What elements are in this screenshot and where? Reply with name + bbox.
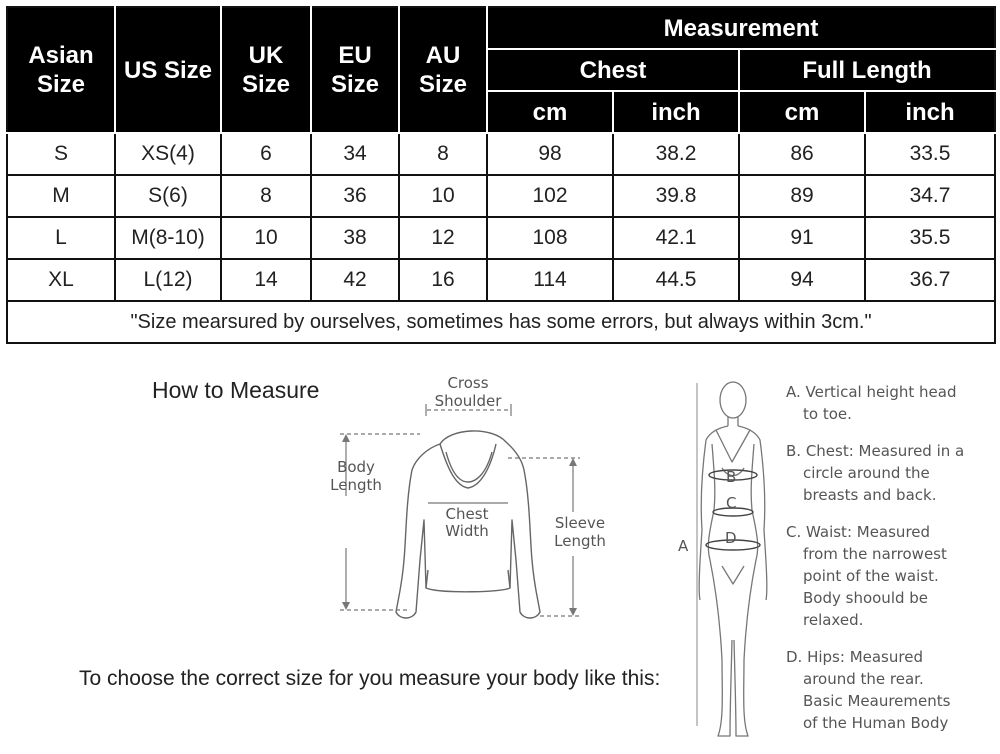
table-cell: XL [7,259,115,301]
table-cell: 10 [221,217,311,259]
legend-item-d [786,646,986,734]
table-cell: M(8-10) [115,217,221,259]
marker-a: A [678,537,689,555]
legend-head: D. Hips: Measured [786,648,923,666]
table-cell: 94 [739,259,865,301]
header-uk-size: UK Size [221,7,311,133]
header-us-size: US Size [115,7,221,133]
header-eu-size: EU Size [311,7,399,133]
header-full-length: Full Length [739,49,995,91]
table-cell: 36 [311,175,399,217]
legend-body: around the rear. Basic Meaurements of the Human Body [803,670,951,732]
table-cell: S [7,133,115,175]
legend-body: to toe. [803,405,852,423]
label-sleeve-length: Sleeve Length [554,514,606,550]
label-cross-shoulder: Cross Shoulder [434,374,502,410]
table-cell: 6 [221,133,311,175]
legend-item-c [786,521,986,631]
header-length-cm: cm [739,91,865,133]
table-cell: 12 [399,217,487,259]
header-asian-size: Asian Size [7,7,115,133]
table-cell: XS(4) [115,133,221,175]
table-cell: 34 [311,133,399,175]
header-measurement: Measurement [487,7,995,49]
table-cell: 16 [399,259,487,301]
table-cell: 38.2 [613,133,739,175]
marker-c: C [726,494,737,512]
legend-item-a [786,381,986,425]
legend-head: B. Chest: Measured in a [786,442,965,460]
table-cell: 108 [487,217,613,259]
table-cell: L(12) [115,259,221,301]
header-au-size: AU Size [399,7,487,133]
marker-d: D [725,529,737,547]
table-cell: 42.1 [613,217,739,259]
table-cell: S(6) [115,175,221,217]
table-cell: 35.5 [865,217,995,259]
body-measure-lines [697,383,760,726]
marker-b: B [726,468,737,486]
table-cell: 8 [399,133,487,175]
label-chest-width: Chest Width [445,505,489,540]
table-cell: 114 [487,259,613,301]
table-cell: 8 [221,175,311,217]
legend-head: C. Waist: Measured [786,523,931,541]
table-cell: 98 [487,133,613,175]
table-cell: 89 [739,175,865,217]
header-length-inch: inch [865,91,995,133]
body-marker-labels [678,468,737,555]
table-cell: 44.5 [613,259,739,301]
how-to-measure-title: How to Measure [152,377,320,403]
legend-body: circle around the breasts and back. [803,464,937,504]
table-cell: 91 [739,217,865,259]
table-cell: M [7,175,115,217]
table-cell: 42 [311,259,399,301]
body-measurement-legend [786,381,986,749]
header-chest: Chest [487,49,739,91]
table-cell: L [7,217,115,259]
table-cell: 102 [487,175,613,217]
table-cell: 34.7 [865,175,995,217]
size-note: "Size mearsured by ourselves, sometimes has some errors, but always within 3cm." [7,301,995,343]
table-cell: 14 [221,259,311,301]
table-cell: 39.8 [613,175,739,217]
table-cell: 38 [311,217,399,259]
legend-head: A. Vertical height head [786,383,957,401]
header-chest-cm: cm [487,91,613,133]
table-cell: 33.5 [865,133,995,175]
choose-size-instruction: To choose the correct size for you measure your body like this: [79,667,661,690]
table-cell: 86 [739,133,865,175]
table-cell: 10 [399,175,487,217]
label-body-length: Body Length [330,458,382,494]
body-figure [699,382,767,736]
legend-item-b [786,440,986,506]
table-cell: 36.7 [865,259,995,301]
header-chest-inch: inch [613,91,739,133]
legend-body: from the narrowest point of the waist. Body shoould be relaxed. [803,545,947,629]
